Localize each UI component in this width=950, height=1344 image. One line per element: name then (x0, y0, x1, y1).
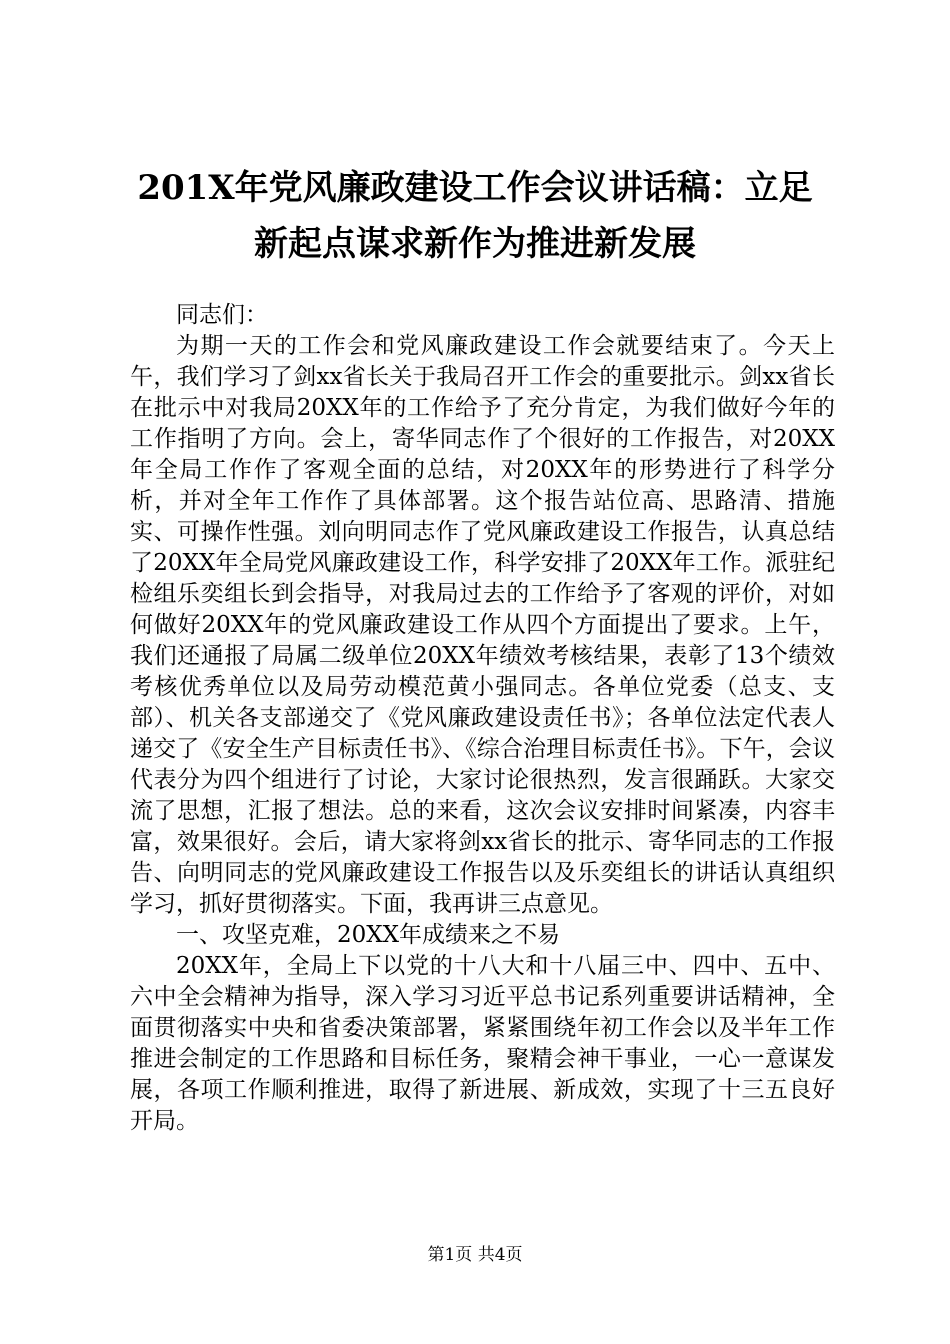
document-title (110, 160, 840, 272)
page-number-footer: 第1页 共4页 (427, 1245, 523, 1265)
paragraph-1: 为期一天的工作会和党风廉政建设工作会就要结束了。今天上午，我们学习了剑xx省长关于我局召开工作会的重要批示。剑xx省长在批示中对我局20XX年的工作给予了充分肯定，为我们做好今年的工作指明了方向。会上，寄华同志作了个很好的工作报告，对20XX年全局工作作了客观全面的总结，对20XX年的形势进行了科学分析，并对全年工作作了具体部署。这个报告站位高、思路清、措施实、可操作性强。刘向明同志作了党风廉政建设工作报告，认真总结了20XX年全局党风廉政建设工作，科学安排了20XX年工作。派驻纪检组乐奕组长到会指导，对我局过去的工作给予了客观的评价，对如何做好20XX年的党风廉政建设工作从四个方面提出了要求。上午，我们还通报了局属二级单位20XX年绩效考核结果，表彰了13个绩效考核优秀单位以及局劳动模范黄小强同志。各单位党委（总支、支部）、机关各支部递交了《党风廉政建设责任书》；各单位法定代表人递交了《安全生产目标责任书》、《综合治理目标责任书》。下午，会议代表分为四个组进行了讨论，大家讨论很热烈，发言很踊跃。大家交流了思想，汇报了想法。总的来看，这次会议安排时间紧凑，内容丰富，效果很好。会后，请大家将剑xx省长的批示、寄华同志的工作报告、向明同志的党风廉政建设工作报告以及乐奕组长的讲话认真组织学习，抓好贯彻落实。下面，我再讲三点意见。 (130, 333, 835, 917)
title-line-2: 新起点谋求新作为推进新发展 (254, 224, 696, 264)
document-body (130, 300, 835, 1137)
salutation: 同志们： (176, 302, 268, 328)
title-line-1: 201X年党风廉政建设工作会议讲话稿：立足 (137, 168, 813, 208)
section-heading-1: 一、攻坚克难，20XX年成绩来之不易 (176, 922, 561, 948)
paragraph-2: 20XX年，全局上下以党的十八大和十八届三中、四中、五中、六中全会精神为指导，深入学习习近平总书记系列重要讲话精神，全面贯彻落实中央和省委决策部署，紧紧围绕年初工作会以及半年工作推进会制定的工作思路和目标任务，聚精会神干事业，一心一意谋发展，各项工作顺利推进，取得了新进展、新成效，实现了十三五良好开局。 (130, 953, 835, 1134)
